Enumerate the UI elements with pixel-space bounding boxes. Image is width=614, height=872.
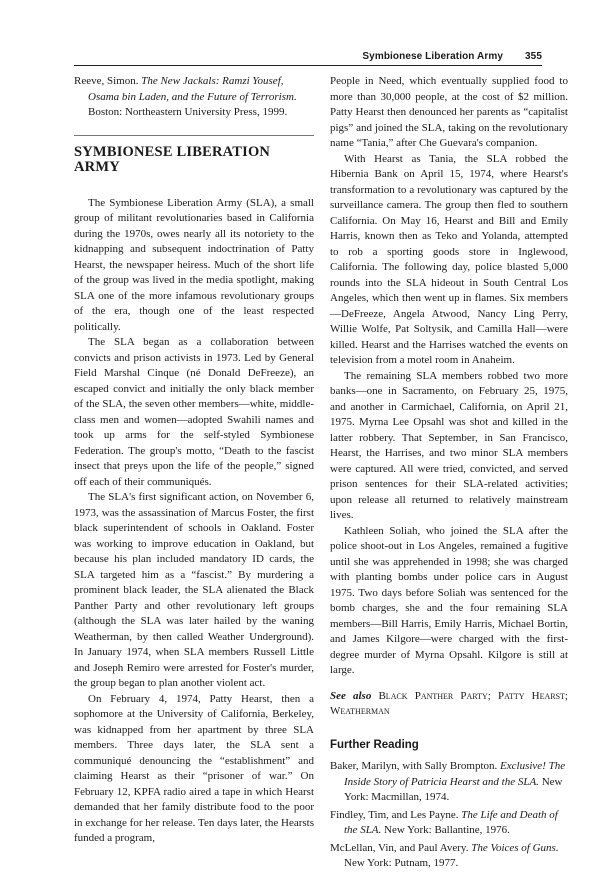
reference-publisher: Boston: Northeastern University Press, 1999. — [88, 106, 288, 118]
body-paragraph: The Symbionese Liberation Army (SLA), a small group of militant revolutionaries based in California during the 1970s, owes nearly all its notoriety to the kidnapping and subsequent indoctrination of Patty Hearst, the newspaper heiress. Much of the short life of the group was lived in the media spotlight, making SLA one of the more infamous revolutionary groups of the era, though one of the least respected politically. — [74, 196, 314, 333]
page-number: 355 — [525, 51, 542, 62]
reference-author: Reeve, Simon. — [74, 75, 139, 87]
see-also — [330, 689, 568, 720]
reference-publisher: New York: Macmillan, 1974. — [344, 775, 563, 803]
left-column — [74, 74, 314, 847]
body-paragraph: The remaining SLA members robbed two more banks—one in Sacramento, on February 25, 1975, and another in Carmichael, California, on April 21, 1975. Myrna Lee Opsahl was shot and killed in the latter robbery. That September, in San Francisco, Hearst, the Harrises, and two minor SLA members were captured. All were tried, convicted, and served prison sentences for their SLA-related activities; upon release all returned to relatively mainstream lives. — [330, 369, 568, 521]
right-column — [330, 74, 568, 872]
further-reading-heading: Further Reading — [330, 738, 419, 751]
reference-author: Baker, Marilyn, with Sally Brompton. — [330, 760, 498, 772]
body-paragraph: The SLA's first significant action, on November 6, 1973, was the assassination of Marcus Foster, the first black superintendent of schools in Oakland. Foster was working to improve education in Oakland, but because his plan included mandatory ID cards, the SLA targeted him as a “fascist.” By murdering a prominent black leader, the SLA alienated the Black Panther Party and other revolutionary left groups (although the SLA was later hailed by the waning Weatherman, by then called Weather Underground). In January 1974, when SLA members Russell Little and Joseph Remiro were arrested for Foster's murder, the group began to plan another violent act. — [74, 491, 314, 689]
reference-title: The New Jackals: Ramzi Yousef, Osama bin Laden, and the Future of Terrorism. — [88, 75, 297, 103]
entry-divider — [74, 135, 314, 136]
body-paragraph: With Hearst as Tania, the SLA robbed the Hibernia Bank on April 15, 1974, where Hearst's transformation to a revolutionary was captured by the surveillance camera. The group then fled to southern California. On May 16, Hearst and Bill and Emily Harris, known then as Teko and Yolanda, attempted to rob a sporting goods store in Inglewood, California. The following day, police blasted 5,000 rounds into the SLA hideout in South Central Los Angeles, which then went up in flames. Six members—DeFreeze, Angela Atwood, Nancy Ling Perry, Willie Wolfe, Pat Soltysik, and Camilla Hall—were killed. Hearst and the Harrises watched the events on television from a motel room in Anaheim. — [330, 152, 568, 366]
entry-title: SYMBIONESE LIBERATION ARMY — [74, 143, 271, 175]
reference-title: The Voices of Guns. — [471, 841, 559, 854]
body-paragraph: The SLA began as a collaboration between convicts and prison activists in 1973. Led by General Field Marshal Cinque (né Donald DeFreeze), an escaped convict and initially the only black member of the SLA, the seven other members—white, middle-class men and women—adopted Swahili names and took up arms for the self-styled Symbionese Federation. The group's motto, “Death to the fascist insect that preys upon the life of the people,” signed off each of their communiqués. — [74, 336, 314, 488]
see-also-label: See also — [330, 689, 372, 702]
running-title: Symbionese Liberation Army — [362, 51, 503, 62]
running-header — [74, 46, 542, 66]
reference-publisher: New York: Putnam, 1977. — [344, 857, 459, 869]
reference-item — [330, 759, 568, 806]
reference-publisher: New York: Ballantine, 1976. — [384, 824, 510, 836]
reference-item — [330, 808, 568, 839]
body-paragraph-continued: People in Need, which eventually supplied food to more than 30,000 people, at the cost of $2 million. Patty Hearst then denounced her parents as “capitalist pigs” and joined the SLA, taking on the revolutionary name “Tania,” after Che Guevara's companion. — [330, 75, 568, 149]
reference-author: Findley, Tim, and Les Payne. — [330, 808, 459, 821]
body-paragraph: Kathleen Soliah, who joined the SLA after the police shoot-out in Los Angeles, remained a fugitive until she was apprehended in 1998; she was charged with planting bombs under police cars in August 1975. Two days before Soliah was sentenced for the bomb charges, she and the four remaining SLA members—Bill Harris, Emily Harris, Michael Bortin, and James Kilgore—were charged with the first-degree murder of Myrna Opsahl. Kilgore is still at large. — [330, 524, 568, 676]
reference-item — [330, 841, 568, 872]
reference-reeve — [74, 74, 314, 121]
reference-title: The Life and Death of the SLA. — [344, 808, 558, 836]
see-also-links: Black Panther Party; Patty Hearst; Weatherman — [330, 689, 568, 717]
reference-title: Exclusive! The Inside Story of Patricia Hearst and the SLA. — [344, 760, 566, 788]
reference-author: McLellan, Vin, and Paul Avery. — [330, 841, 469, 854]
body-paragraph: On February 4, 1974, Patty Hearst, then a sophomore at the University of California, Berkeley, was kidnapped from her apartment by three SLA members. Three days later, the SLA sent a communiqué denouncing the “establishment” and claiming Hearst as their “prisoner of war.” On February 12, KPFA radio aired a tape in which Hearst demanded that her family distribute food to the poor in exchange for her release. Ten days later, the Hearsts funded a program, — [74, 692, 314, 844]
